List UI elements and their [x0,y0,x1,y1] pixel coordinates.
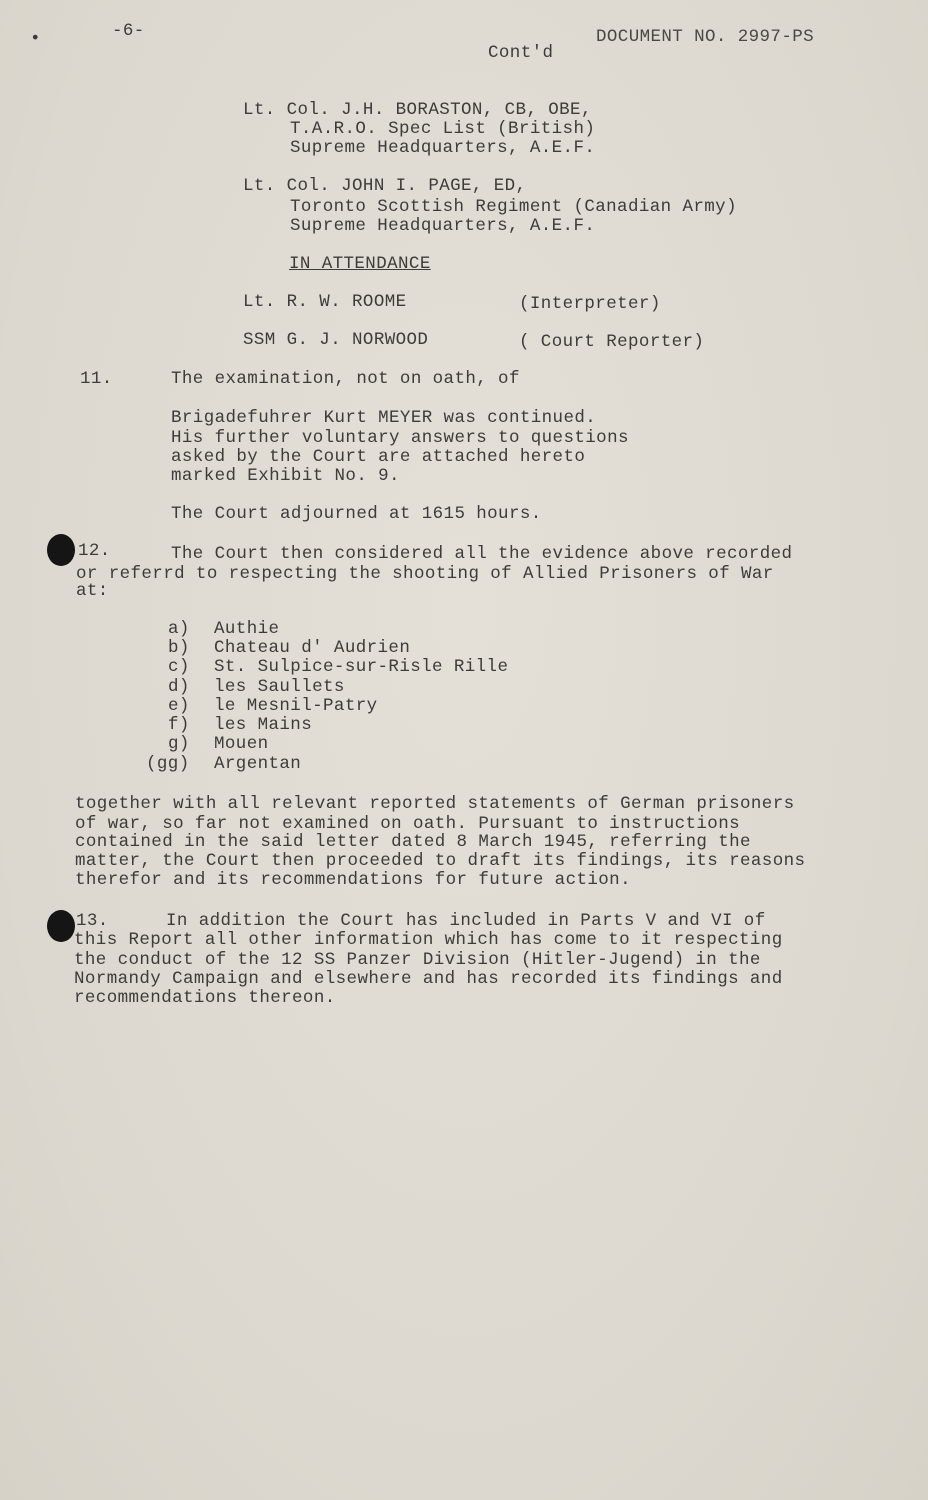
attendance-name-2: SSM G. J. NORWOOD [243,330,429,350]
document-number: DOCUMENT NO. 2997-PS [596,27,815,47]
header-dot: • [30,29,41,49]
para-11-line-1: Brigadefuhrer Kurt MEYER was continued. [171,408,597,428]
place-c-label: c) [168,657,190,677]
attendance-name-1: Lt. R. W. ROOME [243,292,407,312]
para-11-line-3: asked by the Court are attached hereto [171,447,586,467]
attendance-role-1: (Interpreter) [519,294,661,314]
place-d-name: les Saullets [214,677,345,697]
place-d-label: d) [168,677,190,697]
place-b-name: Chateau d' Audrien [214,638,411,658]
member-2-line-2: Toronto Scottish Regiment (Canadian Army) [290,197,737,217]
para-11-line-2: His further voluntary answers to questions [171,428,629,448]
place-gg-label: (gg) [146,754,190,774]
para-12-line-3: at: [76,581,109,601]
attendance-role-2: ( Court Reporter) [519,332,705,352]
member-2-line-1: Lt. Col. JOHN I. PAGE, ED, [243,176,527,196]
member-1-line-3: Supreme Headquarters, A.E.F. [290,138,596,158]
para-13-line-3: the conduct of the 12 SS Panzer Division (Hitler-Jugend) in the [74,950,761,970]
page-number: -6- [112,21,145,41]
place-gg-name: Argentan [214,754,302,774]
member-2-line-3: Supreme Headquarters, A.E.F. [290,216,596,236]
para-12-closing-3: contained in the said letter dated 8 March 1945, referring the [75,832,751,852]
para-13-line-2: this Report all other information which has come to it respecting [74,930,783,950]
para-12-line-1: The Court then considered all the evidence above recorded [171,544,793,564]
para-11-adjourn: The Court adjourned at 1615 hours. [171,504,542,524]
para-12-closing-1: together with all relevant reported statements of German prisoners [75,794,795,814]
member-1-line-1: Lt. Col. J.H. BORASTON, CB, OBE, [243,100,592,120]
para-13-number: 13. [76,911,109,931]
place-c-name: St. Sulpice-sur-Risle Rille [214,657,509,677]
para-12-closing-4: matter, the Court then proceeded to draft its findings, its reasons [75,851,806,871]
member-1-line-2: T.A.R.O. Spec List (British) [290,119,596,139]
place-e-label: e) [168,696,190,716]
para-12-line-2: or referrd to respecting the shooting of Allied Prisoners of War [76,564,774,584]
para-12-closing-2: of war, so far not examined on oath. Pursuant to instructions [75,814,741,834]
para-13-line-1: In addition the Court has included in Parts V and VI of [166,911,766,931]
para-13-line-5: recommendations thereon. [74,988,336,1008]
place-a-name: Authie [214,619,280,639]
place-e-name: le Mesnil-Patry [214,696,378,716]
place-a-label: a) [168,619,190,639]
para-12-closing-5: therefor and its recommendations for future action. [75,870,631,890]
para-12-number: 12. [78,541,111,561]
punch-hole-top [47,534,75,566]
place-f-label: f) [168,715,190,735]
punch-hole-bottom [47,910,75,942]
place-g-label: g) [168,734,190,754]
para-11-line-4: marked Exhibit No. 9. [171,466,400,486]
para-11-number: 11. [80,369,113,389]
contd-label: Cont'd [488,43,554,63]
attendance-heading: IN ATTENDANCE [289,254,431,274]
place-f-name: les Mains [214,715,313,735]
para-13-line-4: Normandy Campaign and elsewhere and has recorded its findings and [74,969,783,989]
place-b-label: b) [168,638,190,658]
para-11-first: The examination, not on oath, of [171,369,520,389]
place-g-name: Mouen [214,734,269,754]
